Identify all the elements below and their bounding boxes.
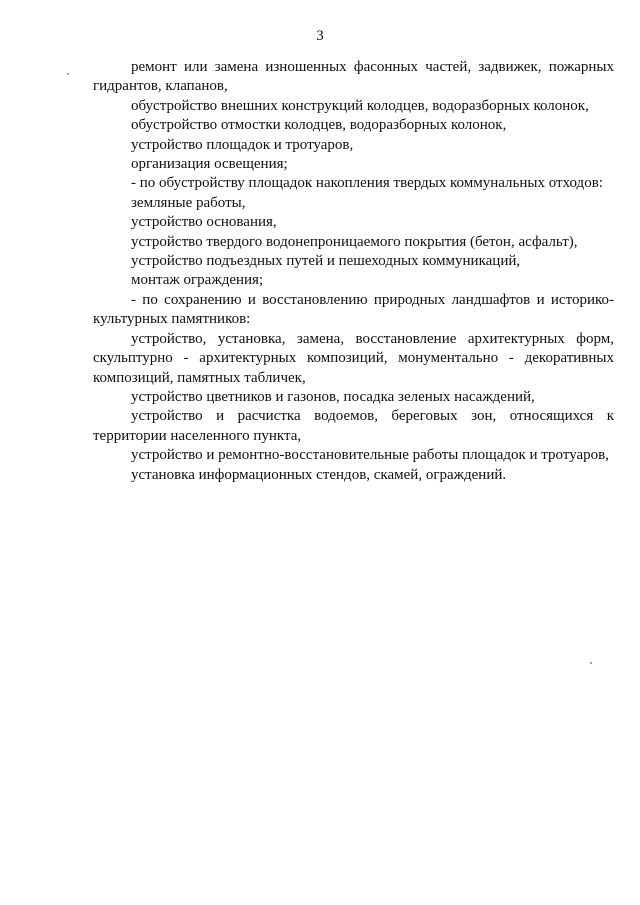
list-item: устройство подъездных путей и пешеходных коммуникаций,	[131, 253, 521, 270]
list-item: ремонт или замена изношенных фасонных частей, задвижек, пожарных гидрантов, клапанов,	[93, 59, 614, 95]
scan-speck	[590, 662, 592, 664]
list-item: организация освещения;	[131, 156, 288, 173]
document-body	[93, 58, 614, 485]
list-item: устройство и расчистка водоемов, береговых зон, относящихся к территории населенного пункта,	[93, 408, 614, 444]
list-item: устройство твердого водонепроницаемого покрытия (бетон, асфальт),	[131, 233, 578, 250]
list-item: устройство площадок и тротуаров,	[131, 136, 354, 153]
list-item: обустройство отмостки колодцев, водоразборных колонок,	[131, 117, 507, 134]
page-number: 3	[316, 28, 324, 44]
section-heading: - по сохранению и восстановлению природных ландшафтов и историко-культурных памятников:	[93, 291, 614, 328]
list-item: земляные работы,	[131, 194, 246, 211]
scan-speck	[67, 73, 69, 75]
list-item: устройство, установка, замена, восстановление архитектурных форм, скульптурно - архитектурных композиций, монументально - декоративных композиций, памятных табличек,	[93, 330, 614, 386]
list-item: устройство цветников и газонов, посадка зеленых насаждений,	[131, 388, 535, 405]
list-item: обустройство внешних конструкций колодцев, водоразборных колонок,	[131, 97, 589, 114]
section-heading: - по обустройству площадок накопления твердых коммунальных отходов:	[131, 175, 603, 192]
list-item: установка информационных стендов, скамей, ограждений.	[131, 466, 507, 483]
list-item: устройство основания,	[131, 214, 277, 231]
list-item: монтаж ограждения;	[131, 272, 264, 289]
list-item: устройство и ремонтно-восстановительные работы площадок и тротуаров,	[131, 447, 609, 464]
